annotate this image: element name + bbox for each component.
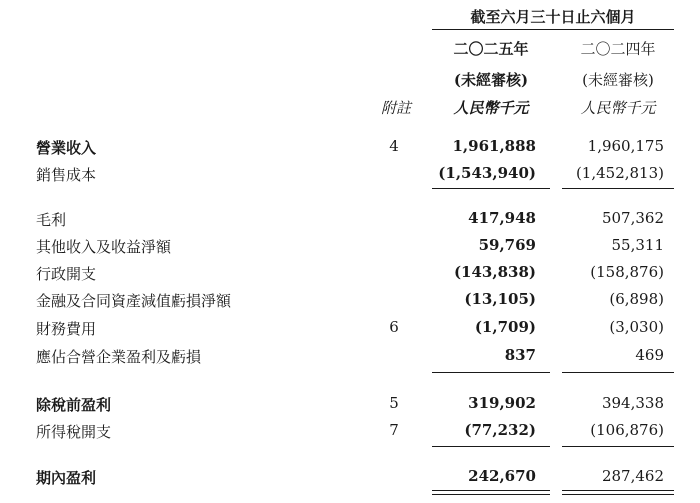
subtotal-rule-prior-3 (562, 446, 674, 447)
row-current-cost-of-sales: (1,543,940) (438, 164, 536, 182)
row-current-profit-before-tax: 319,902 (468, 394, 536, 412)
note-column-heading: 附註 (380, 99, 411, 117)
total-double-rule-prior-b (562, 494, 674, 495)
row-note-profit-before-tax: 5 (389, 394, 399, 412)
total-double-rule-prior-a (562, 490, 674, 491)
subtotal-rule-current-2 (432, 372, 550, 373)
row-current-revenue: 1,961,888 (452, 137, 536, 155)
year-prior: 二〇二四年 (580, 40, 656, 58)
subtotal-rule-current-3 (432, 446, 550, 447)
row-current-admin-expenses: (143,838) (453, 263, 536, 281)
row-prior-gross-profit: 507,362 (601, 209, 664, 227)
row-prior-admin-expenses: (158,876) (590, 263, 664, 281)
row-prior-profit-before-tax: 394,338 (601, 394, 664, 412)
row-note-income-tax: 7 (389, 421, 399, 439)
row-current-other-income: 59,769 (478, 236, 536, 254)
subtotal-rule-prior-2 (562, 372, 674, 373)
row-note-revenue: 4 (389, 137, 399, 155)
row-prior-income-tax: (106,876) (590, 421, 664, 439)
row-prior-finance-costs: (3,030) (609, 318, 664, 336)
row-label-jv-share: 應佔合營企業盈利及虧損 (36, 348, 202, 366)
row-prior-impairment-losses: (6,898) (609, 290, 664, 308)
row-current-income-tax: (77,232) (464, 421, 536, 439)
row-prior-revenue: 1,960,175 (587, 137, 664, 155)
row-label-profit-before-tax: 除稅前盈利 (36, 396, 112, 414)
row-current-profit-for-period: 242,670 (468, 467, 536, 485)
audit-prior: (未經審核) (582, 71, 654, 89)
row-prior-other-income: 55,311 (611, 236, 664, 254)
row-label-profit-for-period: 期內盈利 (36, 469, 97, 487)
row-current-gross-profit: 417,948 (468, 209, 536, 227)
row-current-jv-share: 837 (504, 346, 536, 364)
row-prior-cost-of-sales: (1,452,813) (575, 164, 664, 182)
row-label-gross-profit: 毛利 (36, 211, 67, 229)
row-current-finance-costs: (1,709) (474, 318, 536, 336)
row-label-impairment-losses: 金融及合同資產減值虧損淨額 (36, 292, 232, 310)
row-label-admin-expenses: 行政開支 (36, 265, 97, 283)
year-current: 二〇二五年 (453, 40, 529, 58)
unit-current: 人民幣千元 (453, 99, 529, 117)
subtotal-rule-current-1 (432, 188, 550, 189)
row-current-impairment-losses: (13,105) (464, 290, 536, 308)
row-note-finance-costs: 6 (389, 318, 399, 336)
row-prior-profit-for-period: 287,462 (601, 467, 664, 485)
period-heading: 截至六月三十日止六個月 (470, 8, 636, 26)
audit-current: (未經審核) (453, 71, 529, 89)
total-double-rule-current-b (432, 494, 550, 495)
row-label-finance-costs: 財務費用 (36, 320, 97, 338)
row-prior-jv-share: 469 (635, 346, 664, 364)
row-label-cost-of-sales: 銷售成本 (36, 166, 97, 184)
period-underline (432, 29, 674, 30)
row-label-revenue: 營業收入 (36, 139, 97, 157)
row-label-other-income: 其他收入及收益淨額 (36, 238, 172, 256)
row-label-income-tax: 所得稅開支 (36, 423, 112, 441)
unit-prior: 人民幣千元 (580, 99, 656, 117)
total-double-rule-current-a (432, 490, 550, 491)
subtotal-rule-prior-1 (562, 188, 674, 189)
